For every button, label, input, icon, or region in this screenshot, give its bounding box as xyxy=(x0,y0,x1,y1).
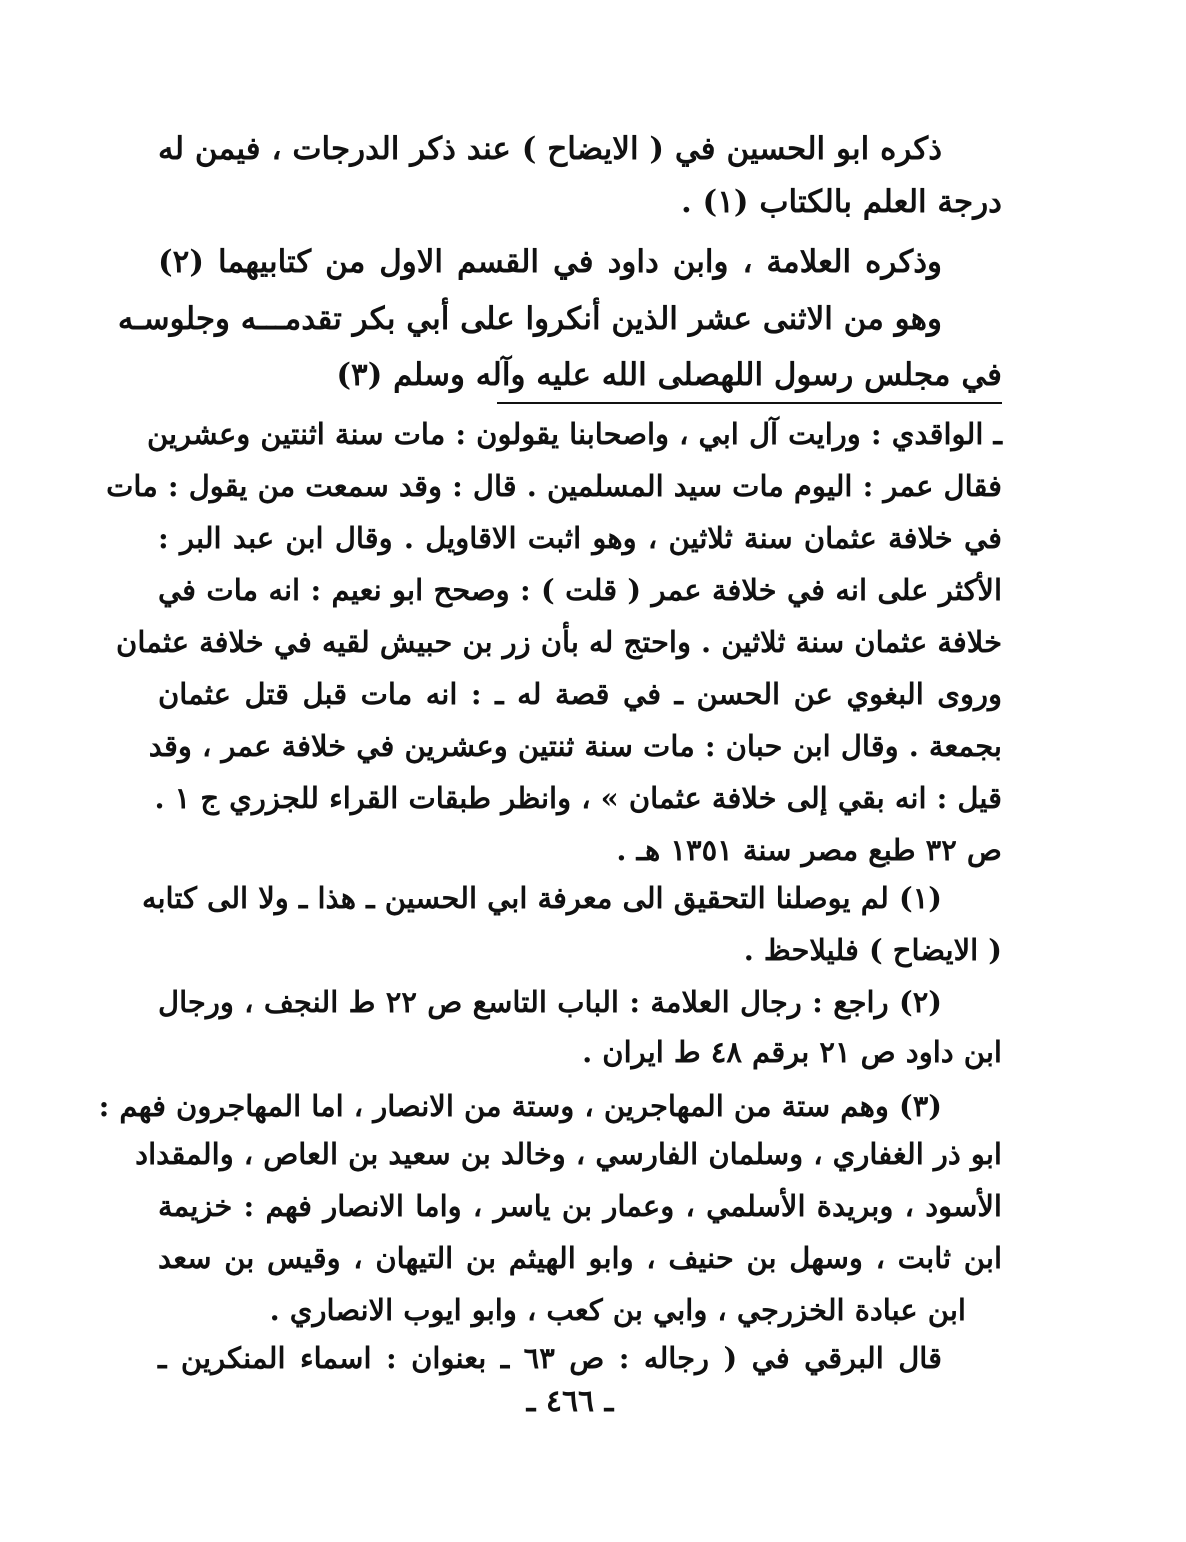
main-line: في مجلس رسول اللهصلى الله عليه وآله وسلم (٣) xyxy=(336,357,1002,393)
footnote-line: خلافة عثمان سنة ثلاثين . واحتج له بأن زر بن حبيش لقيه في خلافة عثمان xyxy=(116,625,1002,659)
footnote-line: ـ الواقدي : ورايت آل ابي ، واصحابنا يقولون : مات سنة اثنتين وعشرين xyxy=(146,417,1002,451)
footnote-line: ص ٣٢ طبع مصر سنة ١٣٥١ هـ . xyxy=(616,833,1002,867)
footnote-line: قيل : انه بقي إلى خلافة عثمان » ، وانظر طبقات القراء للجزري ج ١ . xyxy=(154,781,1002,815)
footnote-line: ابن داود ص ٢١ برقم ٤٨ ط ايران . xyxy=(582,1035,1002,1069)
footnote-line: الأكثر على انه في خلافة عمر ( قلت ) : وصحح ابو نعيم : انه مات في xyxy=(158,573,1002,607)
main-line: ذكره ابو الحسين في ( الايضاح ) عند ذكر الدرجات ، فيمن له xyxy=(158,131,942,167)
footnote-line: (٣) وهم ستة من المهاجرين ، وستة من الانصار ، اما المهاجرون فهم : xyxy=(98,1089,942,1123)
footnote-line: قال البرقي في ( رجاله : ص ٦٣ ـ بعنوان : اسماء المنكرين ـ xyxy=(158,1341,943,1375)
footnote-line: بجمعة . وقال ابن حبان : مات سنة ثنتين وعشرين في خلافة عمر ، وقد xyxy=(148,729,1002,763)
footnote-line: ابو ذر الغفاري ، وسلمان الفارسي ، وخالد بن سعيد بن العاص ، والمقداد xyxy=(135,1137,1002,1171)
footnote-line: ابن عبادة الخزرجي ، وابي بن كعب ، وابو ايوب الانصاري . xyxy=(269,1293,966,1327)
footnote-line: وروى البغوي عن الحسن ـ في قصة له ـ : انه مات قبل قتل عثمان xyxy=(158,677,1002,711)
footnote-separator xyxy=(497,402,1002,404)
main-line: درجة العلم بالكتاب (١) . xyxy=(680,184,1002,220)
footnote-line: في خلافة عثمان سنة ثلاثين ، وهو اثبت الاقاويل . وقال ابن عبد البر : xyxy=(158,521,1002,555)
page-number: ـ ٤٦٦ ـ xyxy=(526,1384,614,1419)
footnote-line: الأسود ، وبريدة الأسلمي ، وعمار بن ياسر ، واما الانصار فهم : خزيمة xyxy=(158,1189,1002,1223)
footnote-line: ( الايضاح ) فليلاحظ . xyxy=(743,933,1002,967)
main-line: وهو من الاثنى عشر الذين أنكروا على أبي بكر تقدمـــه وجلوسـه xyxy=(117,301,942,337)
footnote-line: ابن ثابت ، وسهل بن حنيف ، وابو الهيثم بن التيهان ، وقيس بن سعد xyxy=(158,1241,1002,1275)
main-text xyxy=(117,126,1002,396)
footnote-line: (١) لم يوصلنا التحقيق الى معرفة ابي الحسين ـ هذا ـ ولا الى كتابه xyxy=(141,881,942,915)
footnotes xyxy=(98,410,1002,1380)
main-line: وذكره العلامة ، وابن داود في القسم الاول من كتابيهما (٢) xyxy=(158,244,942,280)
footnote-line: (٢) راجع : رجال العلامة : الباب التاسع ص ٢٢ ط النجف ، ورجال xyxy=(158,985,942,1019)
footnote-line: فقال عمر : اليوم مات سيد المسلمين . قال : وقد سمعت من يقول : مات xyxy=(106,469,1002,503)
